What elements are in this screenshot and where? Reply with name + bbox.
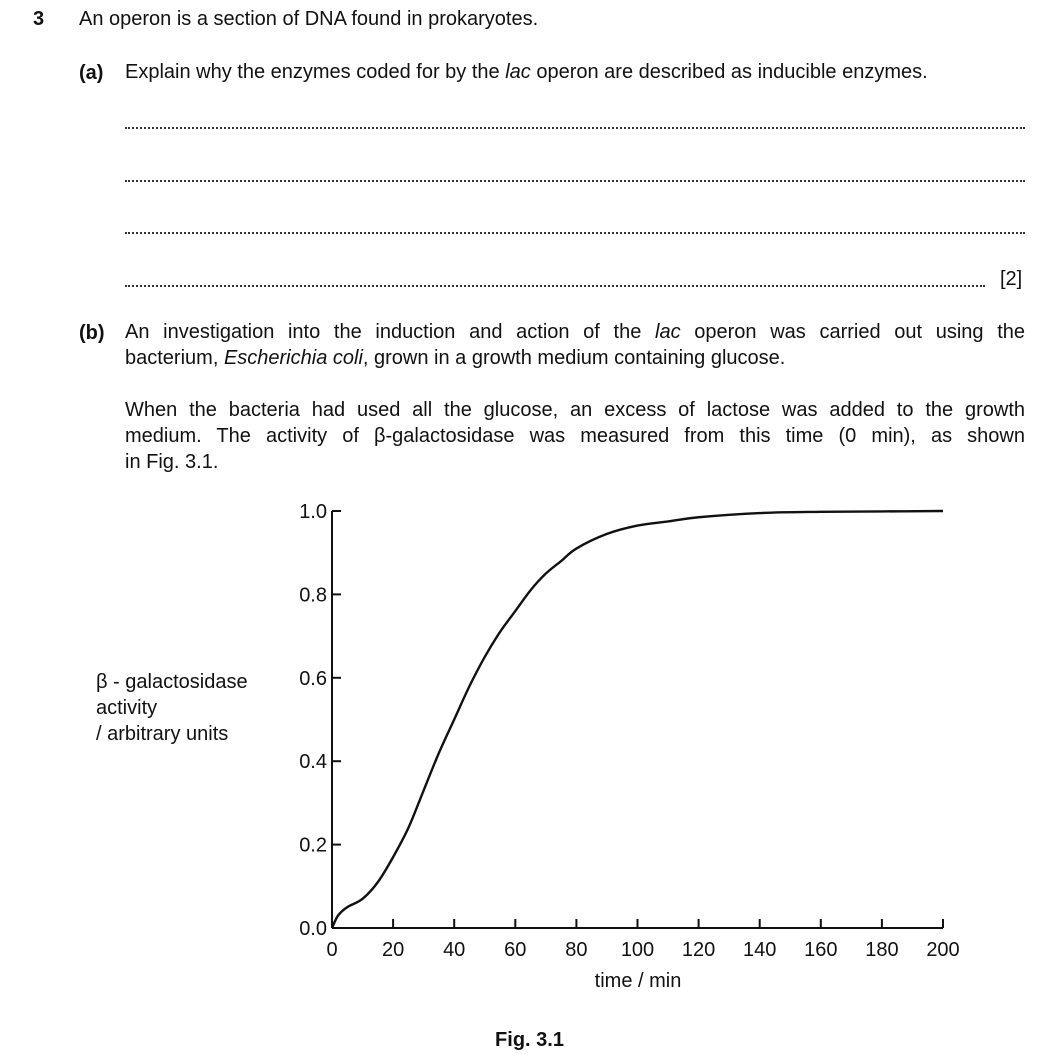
question-intro: An operon is a section of DNA found in prokaryotes.	[79, 8, 539, 30]
chart-series	[332, 511, 943, 928]
part-b-p1-l2-italic: Escherichia coli	[223, 347, 363, 369]
y-axis-label-line2: activity	[96, 697, 158, 719]
chart-axes	[332, 511, 943, 928]
figure-caption: Fig. 3.1	[495, 1029, 564, 1051]
part-b-p2-line1: When the bacteria had used all the glucose, an excess of lactose was added to the growth	[125, 399, 1025, 421]
y-axis-label-line1: β - galactosidase	[96, 671, 248, 693]
y-tick-label: 0.4	[299, 751, 327, 774]
x-tick-label: 0	[326, 939, 338, 961]
y-tick-label: 0.2	[299, 834, 327, 857]
x-tick-label: 60	[504, 939, 527, 961]
y-axis-label-line3: / arbitrary units	[96, 723, 229, 745]
y-tick-label: 0.0	[299, 918, 327, 940]
x-tick-label: 80	[565, 939, 588, 961]
y-tick-label: 0.8	[299, 584, 327, 607]
part-a-text-before: Explain why the enzymes coded for by the	[125, 61, 506, 83]
part-a-marks: [2]	[1000, 268, 1023, 290]
chart-ticks	[299, 501, 960, 961]
part-b-p2-line2: medium. The activity of β-galactosidase was measured from this time (0 min), as shown	[125, 425, 1025, 447]
x-tick-label: 140	[743, 939, 777, 961]
part-b-p1-l2-before: bacterium,	[125, 347, 224, 369]
part-b-p1-l1-before: An investigation into the induction and action of the	[125, 321, 656, 343]
y-tick-label: 1.0	[299, 501, 327, 523]
part-b-label: (b)	[79, 322, 105, 344]
part-b-p1-l1-after: operon was carried out using the	[680, 321, 1026, 343]
y-tick-label: 0.6	[299, 667, 327, 690]
x-tick-label: 200	[926, 939, 960, 961]
part-b-p2-line3: in Fig. 3.1.	[125, 451, 219, 473]
part-a-text-italic: lac	[505, 61, 531, 83]
part-a-label: (a)	[79, 62, 104, 84]
x-tick-label: 180	[865, 939, 899, 961]
part-b-p1-l1-italic: lac	[655, 321, 681, 343]
x-tick-label: 100	[620, 939, 655, 961]
x-tick-label: 160	[804, 939, 838, 961]
activity-curve	[332, 511, 943, 928]
part-a-text-after: operon are described as inducible enzymes.	[530, 61, 928, 83]
x-tick-label: 120	[681, 939, 716, 961]
x-axis-label: time / min	[594, 970, 682, 992]
x-tick-label: 40	[443, 939, 466, 961]
x-tick-label: 20	[381, 939, 405, 961]
part-b-p1-l2-after: , grown in a growth medium containing glucose.	[362, 347, 786, 369]
question-number: 3	[33, 8, 45, 30]
